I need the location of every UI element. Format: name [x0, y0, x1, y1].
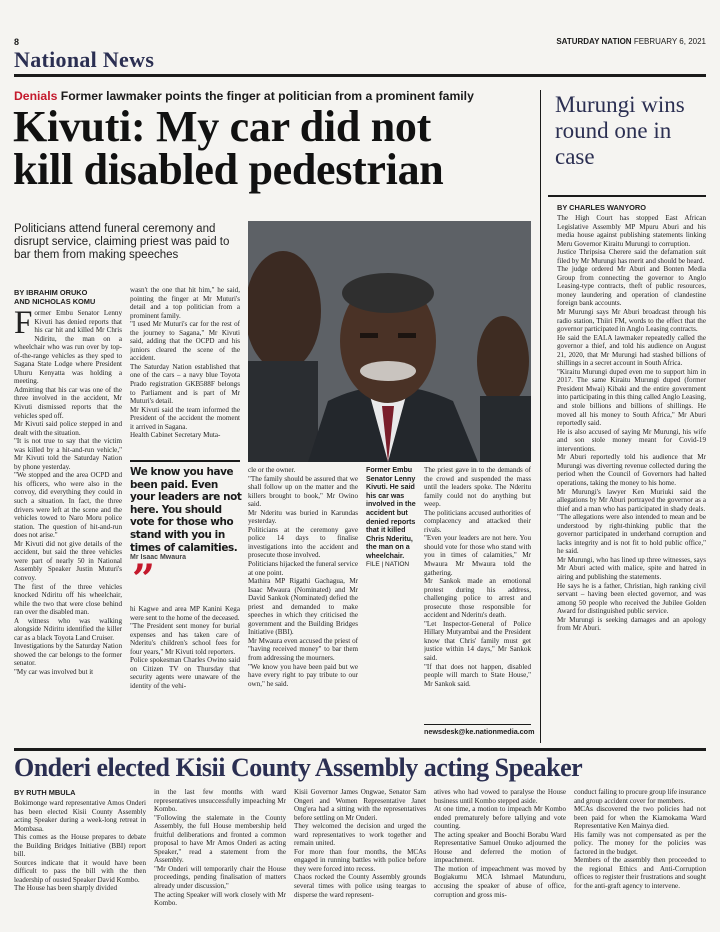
headline-line-2: kill disabled pedestrian [13, 145, 444, 194]
photo-caption [366, 466, 420, 569]
bottom-column-5: conduct failing to procure group life insurance and group accident cover for members. MCAs discovered the two policies had not been paid for when the Kiamokama Ward Representative Ken Mainya died. His family was not compensated as per the policy. The money for the policies was factored in the budget. Members of the assembly then proceeded to the regional Ethics and Anti-Corruption offices to register their frustrations and sought for the anti-graft agency to intervene. [574, 788, 706, 891]
newsdesk-email[interactable]: newsdesk@ke.nationmedia.com [424, 727, 535, 736]
main-column-5: The priest gave in to the demands of the crowd and suspended the mass until the leaders spoke. The Nderitu family could not do anything but weep. The politicians accused authorities of complacency and attacked their rivals. "Even your leaders are not here. You should vote for those who stand with you in times of calamities," Mr Mwaura Mr Mwaura told the gathering. Mr Sankok made an emotional protest during his address, challenging police to arrest and prosecute those responsible for accident and Nderitu's death. "Let Inspector-General of Police Hillary Mutyambai and the President know that Chris' family must get justice within 14 days," Mr Sankok said. "If that does not happen, disabled people will march to State House," Mr Sankok said. [424, 466, 531, 688]
side-rule [548, 195, 706, 197]
pullquote: We know you have been paid. Even your leaders are not here. You should vote for those who stand with you in times of calamities. [130, 466, 242, 554]
drop-cap: F [14, 309, 33, 341]
side-headline: Murungi wins round one in case [555, 92, 685, 169]
pullquote-rule-top [130, 460, 240, 462]
byline-line-1: BY IBRAHIM ORUKO [14, 288, 88, 297]
caption-text: Former Embu Senator Lenny Kivuti. He said his car was involved in the accident but denied reports that it killed Chris Nderitu, the man on a wheelchair. [366, 466, 416, 560]
main-column-1 [14, 309, 122, 742]
headline-line-1: Kivuti: My car did not [13, 102, 431, 151]
bottom-column-4: atives who had vowed to paralyse the House business until Kombo stepped aside. At one time, a motion to impeach Mr Kombo ended prematurely before tallying and vote counting. The acting speaker and Boochi Borabu Ward Representative Samuel Onuko adjourned the House and deferred the motion of impeachment. The motion of impeachment was moved by Bogiakumu MCA Ishmael Matunduru, accusing the speaker of abuse of office, corruption and gross mis- [434, 788, 566, 899]
main-headline [13, 102, 444, 194]
bottom-column-2: in the last few months with ward representatives unsuccessfully impeaching Mr Kombo. "Following the stalemate in the County Assembly, the full House membership held fruitful deliberations and fronted a common proposal to have Mr Amos Onderi as acting Speaker," read a statement from the Assembly. "Mr Onderi will temporarily chair the House proceedings, pending finalisation of matters already under discussion," The acting Speaker will work closely with Mr Kombo. [154, 788, 286, 908]
main-byline [14, 288, 122, 306]
paper-dateline [556, 37, 706, 46]
column-divider [540, 90, 541, 743]
main-column-3: cle or the owner. "The family should be assured that we shall follow up on the matter and the killers brought to book," Mr Owino said. Mr Nderitu was buried in Karundas yesterday. Politicians at the ceremony gave police 14 days to finalise investigations into the accident and prosecute those involved. Politicians hijacked the funeral service at one point. Mathira MP Rigathi Gachagua, Mr Isaac Mwaura (Nominated) and Mr David Sankok (Nominated) defied the priest and demanded to make speeches in which they criticised the government and the Building Bridges Initiative (BBI). Mr Mwaura even accused the priest of "having received money" to bar them from addressing the mourners. "We know you have been paid but we have every right to pay tribute to our own," he said. [248, 466, 358, 688]
column-1-text: ormer Embu Senator Lenny Kivuti has denied reports that his car hit and killed Mr Chris Ndiritu, the man on a wheelchair who was run over by top-of-the-range vehicles as they sped to Sagana State Lodge where President Uhuru Kenyatta was holding a meeting. Admitting that his car was one of the three involved in the accident, Mr Kivuti dismissed reports that the vehicles sped off. Mr Kivuti said police stepped in and dealt with the situation. "It is not true to say that the victim was killed by a hit-and-run vehicle," Mr Kivuti told the Saturday Nation by phone yesterday. "We stopped and the area OCPD and his officers, who were also in the convoy, did everything they could in such a situation. In fact, the three drivers were left at the scene and the vehicles towed to Naro Moru police station. The question of hit-and-run does not arise." Mr Kivuti did not give details of the accident, but said the three vehicles were part of nearly 50 in National Assembly Speaker Justin Muturi's convoy. The first of the three vehicles knocked Ndiritu off his wheelchair, while the two that were close behind ran over the disabled man. A witness who was walking alongside Ndiritu identified the killer car as a black Toyota Land Cruiser. Investigations by the Saturday Nation showed the car belongs to the former senator. "My car was involved but it [14, 309, 122, 676]
bottom-column-1: Bokimonge ward representative Amos Onderi has been elected Kisii County Assembly acting Speaker during a week-long retreat in Mombasa. This comes as the House prepares to debate the Building Bridges Initiative (BBI) report bill. Sources indicate that it would have been difficult to pass the bill with the then leadership of ousted Speaker David Kombo. The House has been sharply divided [14, 799, 146, 893]
quote-mark-icon: ” [132, 556, 156, 603]
pullquote-attribution: Mr Isaac Mwaura [130, 554, 187, 561]
kicker [14, 89, 474, 103]
bottom-headline: Onderi elected Kisii County Assembly acting Speaker [14, 753, 583, 782]
main-column-2-top: wasn't the one that hit him," he said, pointing the finger at Mr Muturi's detail and a top politician from a prominent family. "I used Mr Muturi's car for the rest of the journey to Sagana," Mr Kivuti said, adding that the OCPD and his juniors cleared the scene of the accident. The Saturday Nation established that one of the cars – a navy blue Toyota Prado registration GKB588F belongs to Parliament and is part of Mr Muturi's detail. Mr Kivuti said the team informed the President of the accident the moment it arrived in Sagana. Health Cabinet Secretary Muta- [130, 286, 240, 440]
bottom-byline: BY RUTH MBULA [14, 788, 76, 797]
paper-date: FEBRUARY 6, 2021 [633, 37, 706, 46]
paper-name: SATURDAY NATION [556, 37, 632, 46]
bottom-rule [14, 748, 706, 751]
byline-line-2: AND NICHOLAS KOMU [14, 297, 96, 306]
caption-credit: FILE | NATION [366, 560, 410, 568]
standfirst: Politicians attend funeral ceremony and disrupt service, claiming priest was paid to bar them from making speeches [14, 223, 230, 261]
portrait-illustration [248, 221, 531, 462]
kicker-label: Denials [14, 89, 58, 103]
section-rule [14, 74, 706, 77]
page-number: 8 [14, 37, 20, 47]
side-byline: BY CHARLES WANYORO [557, 203, 646, 212]
side-body: The High Court has stopped East African Legislative Assembly MP Mpuru Aburi and his media house against publishing statements linking Meru Governor Kiraitu Murungi to corruption. Justice Thripsisa Cherere said the defamation suit filed by Mr Murungi has merit and should be heard. The judge ordered Mr Aburi and Bonten Media Group from connecting the governor to Anglo Leasing-type contracts, theft of public resources, money laundering and operation of clandestine foreign bank accounts. Mr Murungi says Mr Aburi broadcast through his radio station, Thiiri FM, words to the effect that the governor participated in Anglo Leasing contracts. He said the EALA lawmaker repeatedly called the governor a thief, and told his audience on August 21, 2020, that Mr Murungi had stashed billions of shillings in a secret account in South Africa. "Kiraitu Murungi duped even me to support him in 2017. The same Kiraitu Murungi duped (former President Mwai) Kibaki and the entire government into participating in this thing called Anglo Leasing, and stole billions and billions of shillings. He moved all his money to South Africa," Mr Aburi reportedly said. He is also accused of saying Mr Murungi, his wife and son stole money meant for Covid-19 interventions. Mr Aburi reportedly told his audience that Mr Murungi was diverting revenue collected during the period when the Council of Governors had halted operations, taking the money to his home. Mr Murungi's lawyer Ken Muriuki said the allegations by Mr Aburi portrayed the governor as a thief and a man who has participated in shady deals. "The allegations were also intended to mean and be understood by right-thinking public that the governor participated in underhand corruption and lacks integrity and is not fit to hold public office," he said. Mr Murungi, who has lined up three witnesses, says Mr Aburi acted with malice, spite and hatred in airing and publishing the statements. He says he is a father, Christian, high ranking civil servant – having been elected governor, and was among 50 people who received the Jubilee Golden Award for distinguished public service. Mr Murungi is seeking damages and an apology from Mr Aburi. [557, 214, 706, 633]
kivuti-photo [248, 221, 531, 462]
main-column-2-bottom: hi Kagwe and area MP Kanini Kega were sent to the home of the deceased. "The President sent money for burial expenses and has taken care of Nderitu's children's school fees for four years," Mr Kivuti told reporters. Police spokesman Charles Owino said on Citizen TV on Thursday that security agents were unaware of the identity of the vehi- [130, 605, 240, 690]
email-rule [424, 724, 531, 725]
section-title: National News [14, 47, 155, 72]
kicker-text: Former lawmaker points the finger at politician from a prominent family [60, 89, 474, 103]
bottom-column-3: Kisii Governor James Ongwae, Senator Sam Ongeri and Women Representative Janet Ong'era had a sitting with the representatives before settling on Mr Onderi. They welcomed the decision and urged the ward representatives to work together and remain united. For more than four months, the MCAs engaged in running battles with police before they were forced into recess. Chaos rocked the County Assembly grounds several times with police using teargas to disperse the ward represent- [294, 788, 426, 899]
